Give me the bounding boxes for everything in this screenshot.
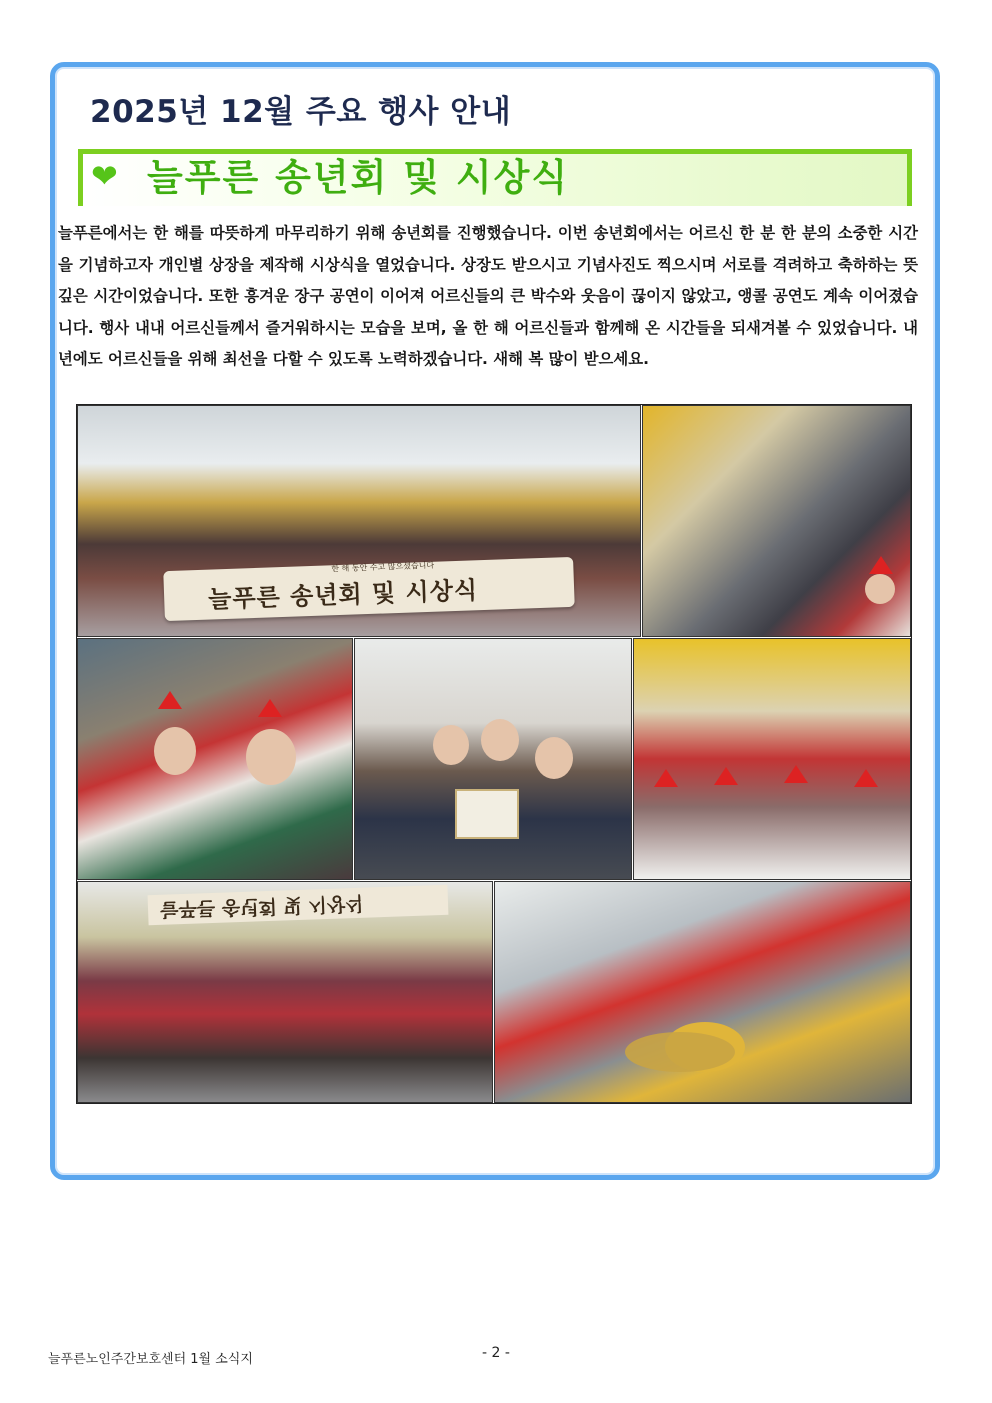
santa-hat bbox=[654, 769, 678, 787]
photo-janggu-performance-crowd bbox=[77, 881, 493, 1103]
section-header bbox=[78, 149, 912, 206]
event-banner-reverse bbox=[148, 885, 449, 925]
santa-hat bbox=[714, 767, 738, 785]
heart-icon: ❤ bbox=[91, 157, 118, 195]
person-face bbox=[481, 719, 519, 761]
person-face bbox=[154, 727, 196, 775]
santa-hat bbox=[784, 765, 808, 783]
santa-hat bbox=[258, 699, 282, 717]
banner-text: 늘푸른 송년회 및 시상식 bbox=[207, 576, 479, 614]
photo-group-banner bbox=[77, 405, 641, 637]
certificate bbox=[455, 789, 519, 839]
photo-award-certificate bbox=[354, 638, 632, 880]
banner-text-reverse: 늘푸른 송년회 및 시상식 bbox=[159, 891, 364, 921]
santa-hat bbox=[158, 691, 182, 709]
photo-residents-waving bbox=[633, 638, 911, 880]
person-face bbox=[535, 737, 573, 779]
santa-hat bbox=[854, 769, 878, 787]
page-title: 2025년 12월 주요 행사 안내 bbox=[90, 94, 512, 130]
santa-hat bbox=[869, 556, 893, 574]
photo-seated-residents bbox=[642, 405, 911, 637]
banner-subtext: 한 해 동안 수고 많으셨습니다 bbox=[331, 560, 435, 574]
article-body: 늘푸른에서는 한 해를 따뜻하게 마무리하기 위해 송년회를 진행했습니다. 이번 송년회에서는 어르신 한 분 한 분의 소중한 시간을 기념하고자 개인별 상장을 제작해 시상식을 열었습니다. 상장도 받으시고 기념사진도 찍으시며 서로를 격려하고 축하하는 뜻깊은 시간이었습니다. 또한 흥겨운 장구 공연이 이어져 어르신들의 큰 박수와 웃음이 끊이지 않았고, 앵콜 공연도 계속 이어졌습니다. 행사 내내 어르신들께서 즐거워하시는 모습을 보며, 올 한 해 어르신들과 함께해 온 시간들을 되새겨볼 수 있었습니다. 내년에도 어르신들을 위해 최선을 다할 수 있도록 노력하겠습니다. 새해 복 많이 받으세요. bbox=[58, 224, 918, 368]
person-face bbox=[433, 725, 469, 765]
footer-newsletter-name: 늘푸른노인주간보호센터 1월 소식지 bbox=[48, 1352, 253, 1367]
photo-collage bbox=[76, 404, 912, 1104]
page-number: - 2 - bbox=[482, 1345, 510, 1361]
person-face bbox=[246, 729, 296, 785]
person-face bbox=[865, 574, 895, 604]
section-title: 늘푸른 송년회 및 시상식 bbox=[147, 156, 570, 199]
photo-drum-performers bbox=[494, 881, 911, 1103]
photo-two-women-santa-hats bbox=[77, 638, 353, 880]
cymbal bbox=[625, 1032, 735, 1072]
event-banner bbox=[163, 557, 574, 621]
